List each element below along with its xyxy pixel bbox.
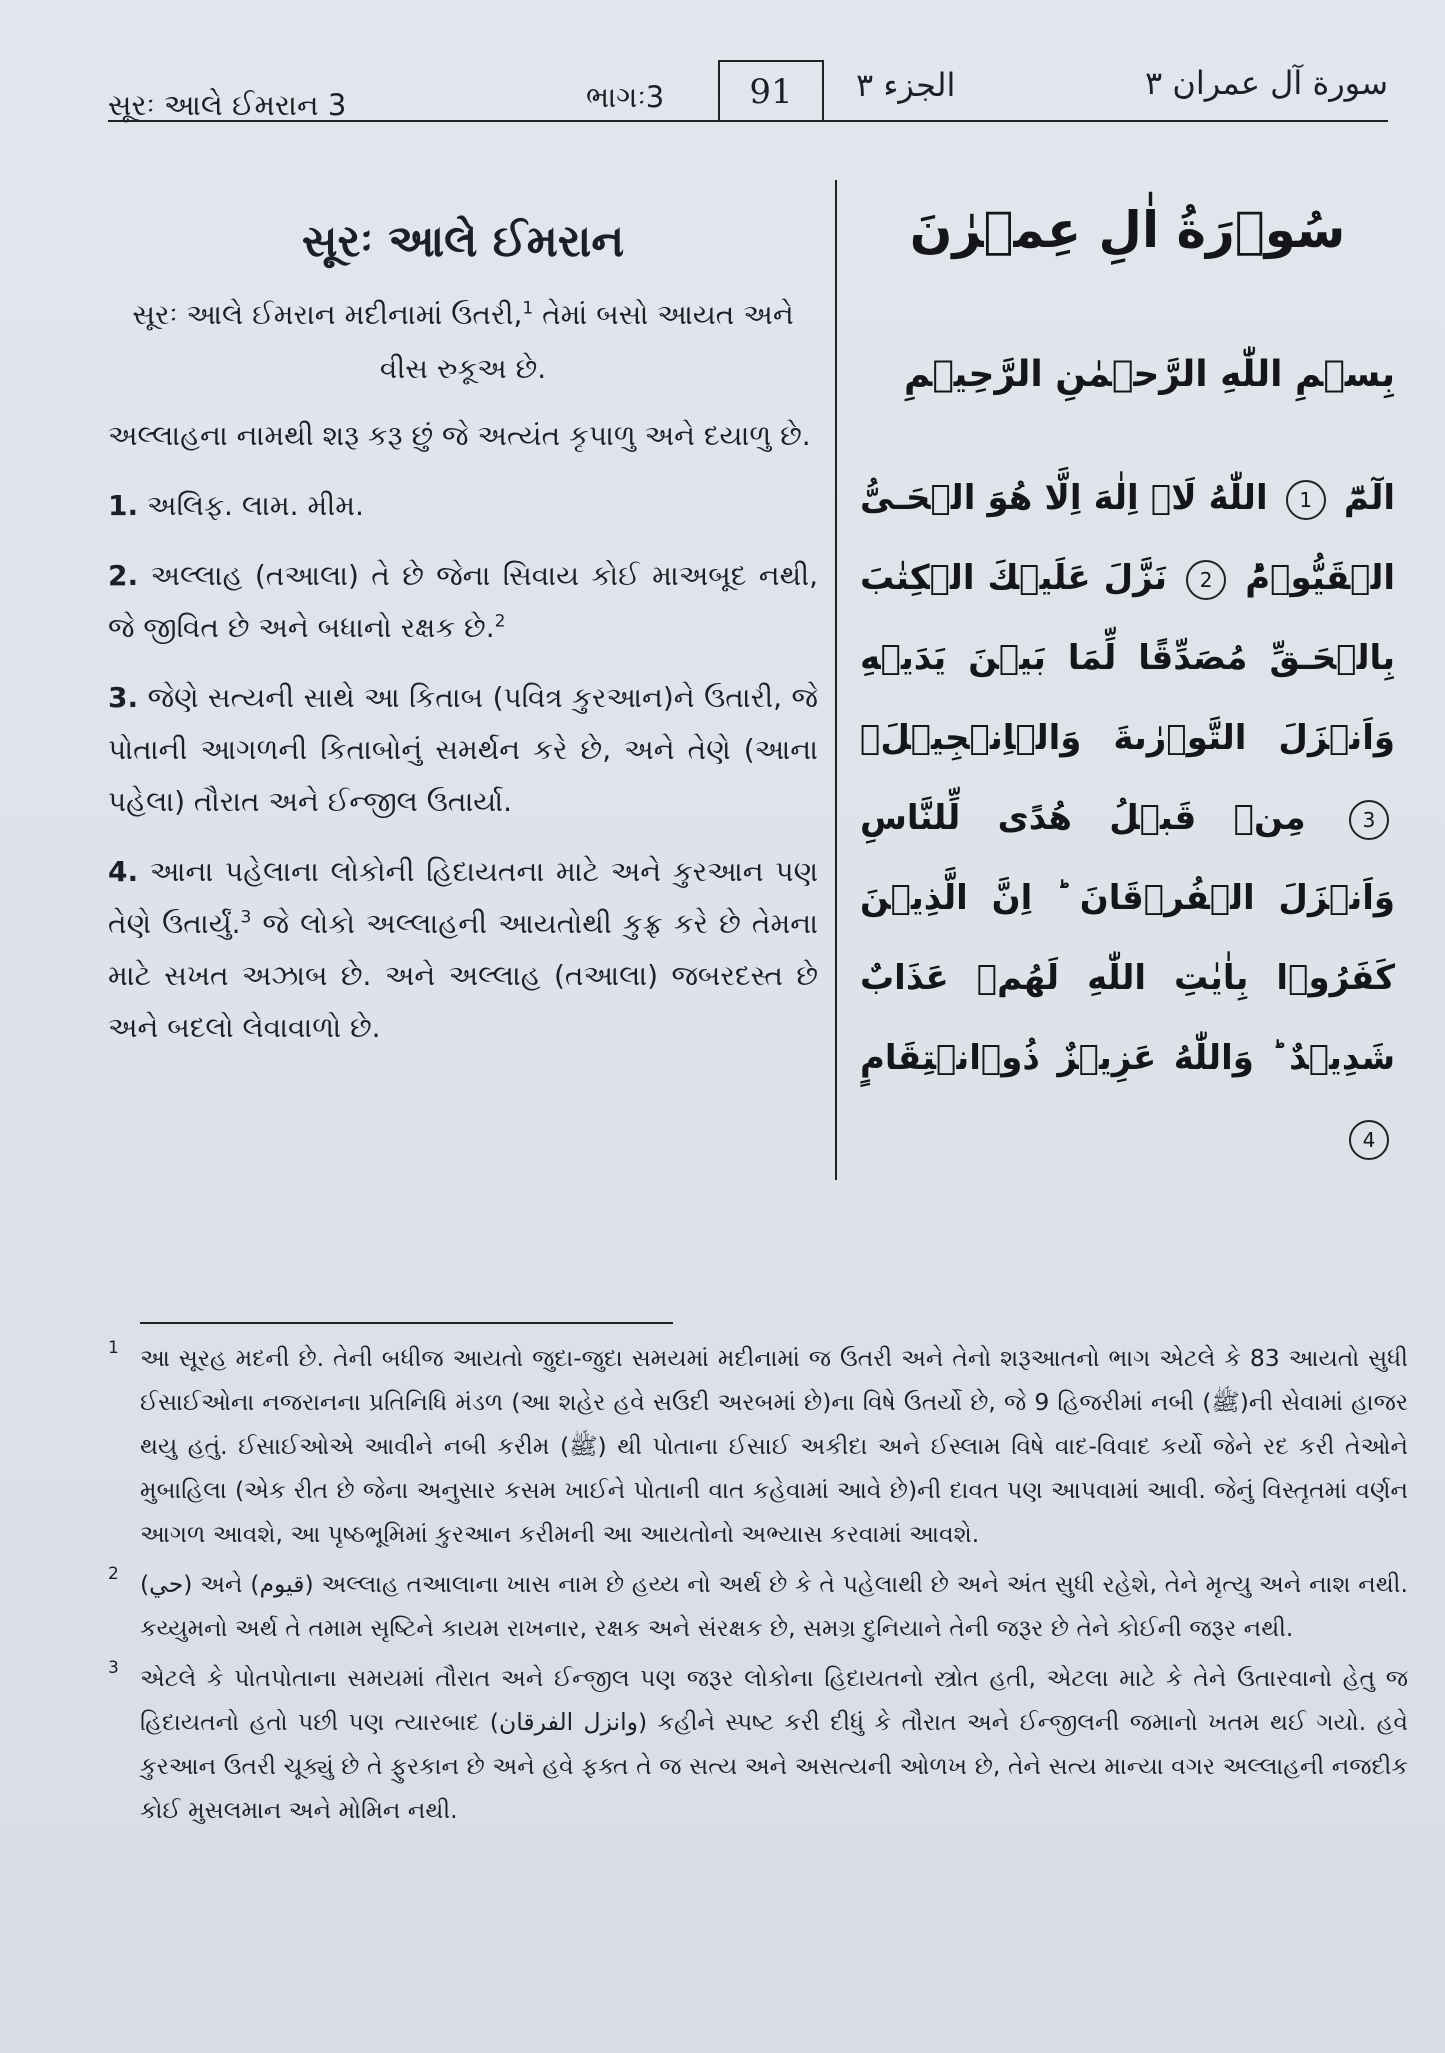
basmala-arabic: بِسۡمِ اللّٰهِ الرَّحۡمٰنِ الرَّحِيۡمِ [903, 354, 1395, 395]
footnote-number: 2 [108, 1564, 119, 1584]
verse-number-marker: 4 [1349, 1120, 1389, 1160]
arabic-verse-2: اللّٰهُ لَاۤ اِلٰهَ اِلَّا هُوَ الۡحَـىُّ الۡقَيُّوۡمُؕ [860, 478, 1395, 598]
footnote-text: એટલે કે પોતપોતાના સમયમાં તૌરાત અને ઈન્જીલ પણ જરૂર લોકોના હિદાયતનો સ્ત્રોત હતી, એટલા માટે કે તેને ઉતારવાનો હેતુ જ હિદાયતનો હતો પછી પણ ત્યારબાદ (وانزل الفرقان) કહીને સ્પષ્ટ કરી દીધું કે તૌરાત અને ઈન્જીલની જમાનો ખતમ થઈ ગયો. હવે કુરઆન ઉતરી ચૂક્યું છે તે ફુરકાન છે અને હવે ફક્ત તે જ સત્ય અને અસત્યની ઓળખ છે, તેને સત્ય માન્યા વગર અલ્લાહની નજદીક કોઈ મુસલમાન અને મોમિન નથી. [140, 1664, 1408, 1824]
footnotes [108, 1336, 1408, 1838]
verse-number-marker: 2 [1186, 560, 1226, 600]
verse-number: 4. [108, 855, 139, 888]
footnote-1 [108, 1336, 1408, 1556]
footnote-rule [140, 1322, 673, 1324]
verse-text-continued: જે લોકો અલ્લાહની આયતોથી કુફ્ર કરે છે તેમના માટે સખત અઝાબ છે. અને અલ્લાહ (તઆલા) જબરદસ્ત છે અને બદલો લેવાવાળો છે. [108, 907, 818, 1044]
surah-title-gujarati: સૂરઃ આલે ઈમરાન [301, 216, 625, 267]
header-rule [108, 120, 1388, 122]
footnote-ref-2: 2 [494, 611, 506, 632]
intro-text: સૂરઃ આલે ઈમરાન મદીનામાં ઉતરી, [132, 298, 523, 331]
footnote-text: (حي) અને (قيوم) અલ્લાહ તઆલાના ખાસ નામ છે હય્ય નો અર્થ છે કે તે પહેલાથી છે અને અંત સુધી રહેશે, તેને મૃત્યુ અને નાશ નથી. કય્યુમનો અર્થ તે તમામ સૃષ્ટિને કાયમ રાખનાર, રક્ષક અને સંરક્ષક છે, સમગ્ર દુનિયાને તેની જરૂર છે તેને કોઈની જરૂર નથી. [140, 1570, 1409, 1642]
arabic-verse-4: مِنۡ قَبۡلُ هُدًى لِّلنَّاسِ وَاَنۡزَلَ الۡفُرۡقَانَ ؕ اِنَّ الَّذِيۡنَ كَفَرُوۡا بِاٰيٰتِ اللّٰهِ لَهُمۡ عَذَابٌ شَدِيۡدٌ ؕ وَاللّٰهُ عَزِيۡزٌ ذُوۡانۡتِقَامٍ [860, 798, 1395, 1078]
verse-translation-1 [108, 480, 818, 532]
header-surah-gujarati: સૂરઃ આલે ઈમરાન 3 [108, 88, 347, 122]
arabic-verse-3: نَزَّلَ عَلَيۡكَ الۡكِتٰبَ بِالۡحَـقِّ مُصَدِّقًا لِّمَا بَيۡنَ يَدَيۡهِ وَاَنۡزَلَ التَّوۡرٰٮةَ وَالۡاِنۡجِيۡلَۙ [860, 558, 1395, 758]
verse-number-marker: 1 [1286, 480, 1326, 520]
verse-translation-2 [108, 550, 818, 654]
footnote-2 [108, 1562, 1408, 1650]
footnote-number: 1 [108, 1338, 119, 1358]
verse-translation-4 [108, 846, 818, 1054]
basmala-translation: અલ્લાહના નામથી શરૂ કરૂ છું જે અત્યંત કૃપાળુ અને દયાળુ છે. [108, 419, 811, 452]
verse-text: અલ્લાહ (તઆલા) તે છે જેના સિવાય કોઈ માઅબૂદ નથી, જે જીવિત છે અને બધાનો રક્ષક છે. [108, 559, 818, 644]
arabic-verse-1: الٓمّٓ [1343, 478, 1396, 518]
running-header [108, 52, 1388, 122]
verse-number-marker: 3 [1349, 800, 1389, 840]
header-part-gujarati: ભાગઃ3 [586, 80, 665, 114]
header-surah-arabic: سورة آل عمران ٣ [1144, 64, 1388, 102]
verse-number: 2. [108, 559, 139, 592]
surah-intro [108, 288, 818, 396]
footnote-3 [108, 1656, 1408, 1832]
surah-title-arabic: سُوۡرَةُ اٰلِ عِمۡرٰنَ [909, 201, 1346, 259]
verse-number: 1. [108, 489, 139, 522]
verse-text: જેણે સત્યની સાથે આ કિતાબ (પવિત્ર કુરઆન)ને ઉતારી, જે પોતાની આગળની કિતાબોનું સમર્થન કરે છે, અને તેણે (આના પહેલા) તૌરાત અને ઈન્જીલ ઉતાર્યા. [108, 681, 818, 818]
verse-number: 3. [108, 681, 139, 714]
page-number: 91 [718, 60, 824, 122]
verse-text: અલિફ. લામ. મીમ. [147, 489, 364, 522]
column-divider [835, 180, 837, 1180]
arabic-verses [860, 458, 1395, 1178]
arabic-column [860, 180, 1395, 1178]
footnote-ref-3: 3 [240, 907, 252, 928]
footnote-number: 3 [108, 1658, 119, 1678]
footnote-text: આ સૂરહ મદની છે. તેની બધીજ આયતો જુદા-જુદા સમયમાં મદીનામાં જ ઉતરી અને તેનો શરૂઆતનો ભાગ એટલે કે 83 આયતો સુધી ઈસાઈઓના નજરાનના પ્રતિનિધિ મંડળ (આ શહેર હવે સઉદી અરબમાં છે)ના વિષે ઉતર્યો છે, જે 9 હિજરીમાં નબી (ﷺ)ની સેવામાં હાજર થયુ હતું. ઈસાઈઓએ આવીને નબી કરીમ (ﷺ) થી પોતાના ઈસાઈ અકીદા અને ઈસ્લામ વિષે વાદ-વિવાદ કર્યો જેને રદ કરી તેઓને મુબાહિલા (એક રીત છે જેના અનુસાર કસમ ખાઈને પોતાની વાત કહેવામાં આવે છે)ની દાવત પણ આપવામાં આવી. જેનું વિસ્તૃતમાં વર્ણન આગળ આવશે, આ પૃષ્ઠભૂમિમાં કુરઆન કરીમની આ આયતોનો અભ્યાસ કરવામાં આવશે. [140, 1344, 1409, 1548]
verse-translation-3 [108, 672, 818, 828]
gujarati-column [108, 210, 818, 1072]
header-part-arabic: الجزء ٣ [856, 66, 956, 104]
footnote-ref-1: 1 [522, 298, 534, 319]
verse-text: આના પહેલાના લોકોની હિદાયતના માટે અને કુરઆન પણ તેણે ઉતાર્યું. [108, 855, 818, 940]
intro-text-2: તેમાં બસો આયત અને વીસ રુકૂઅ છે. [379, 298, 794, 385]
